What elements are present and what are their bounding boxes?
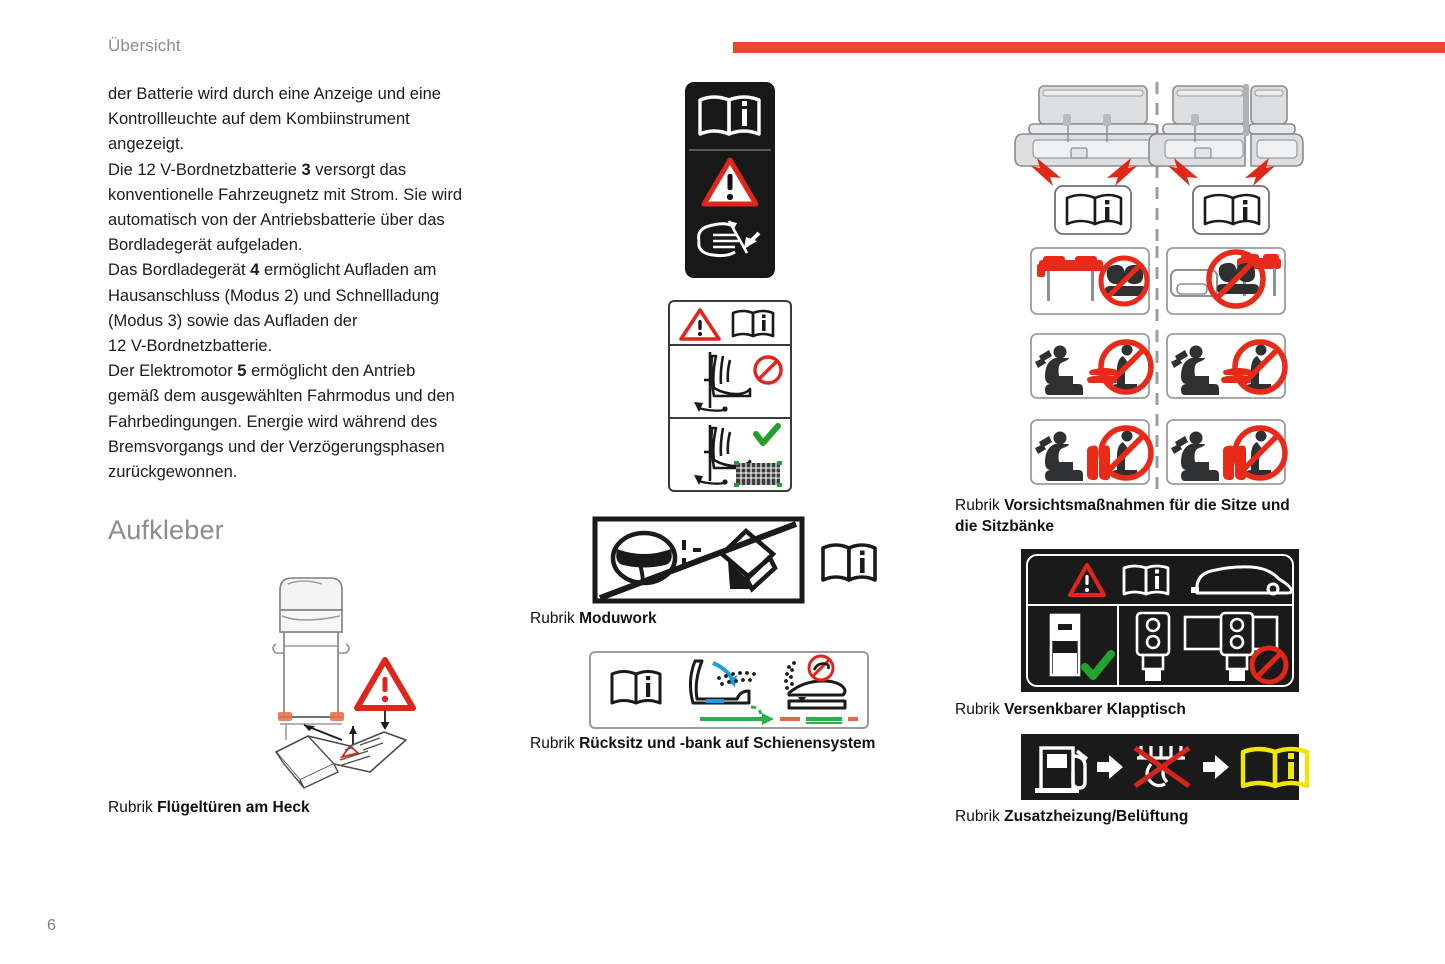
caption-prefix: Rubrik: [955, 808, 1005, 825]
seat-precautions-grid: [955, 246, 1355, 491]
body-line-11: 12 V-Bordnetzbatterie.: [108, 337, 273, 356]
body-line-15: Bremsvorgangs und der Verzögerungsphasen: [108, 437, 445, 456]
caption-prefix: Rubrik: [955, 497, 1005, 514]
seat-no-booster-right: [1167, 334, 1285, 398]
seat-no-cushion-left: [1031, 420, 1151, 484]
caption-bold-line-2: die Sitzbänke: [955, 518, 1055, 535]
ref-number-4: 4: [250, 261, 260, 280]
body-line-13: gemäß dem ausgewählten Fahrmodus und den: [108, 387, 455, 406]
page-title: Aufkleber: [108, 515, 224, 546]
body-line-12a: Der Elektromotor: [108, 362, 238, 381]
figure-caption-wing-doors: [108, 797, 498, 818]
right-column: [955, 82, 1355, 827]
body-line-10: (Modus 3) sowie das Aufladen der: [108, 311, 358, 330]
caption-prefix: Rubrik: [530, 610, 580, 627]
body-line-5: konventionelle Fahrzeugnetz mit Strom. Sie wird: [108, 185, 462, 204]
book-info-icon-right: [1193, 186, 1269, 234]
body-line-4c: versorgt das: [310, 160, 407, 179]
body-line-8a: Das Bordladegerät: [108, 261, 251, 280]
caption-bold: Zusatzheizung/Belüftung: [1004, 808, 1189, 825]
body-line-1: der Batterie wird durch eine Anzeige und eine: [108, 85, 441, 103]
seat-no-booster-left: [1031, 334, 1151, 398]
seat-bench-label-figure: [955, 82, 1355, 242]
auxiliary-heating-ventilation-sticker: [955, 734, 1355, 802]
caption-bold-line-1: Vorsichtsmaßnahmen für die Sitze und: [1004, 497, 1290, 514]
rear-seat-rail-system-sticker: [530, 649, 930, 731]
page-number: 6: [47, 917, 56, 934]
aux-heating-sticker-wrap: [955, 734, 1355, 802]
body-line-7: Bordladegerät aufgeladen.: [108, 236, 303, 255]
body-line-8c: ermöglicht Aufladen am: [259, 261, 437, 280]
bench-no-childseat-left: [1031, 248, 1149, 314]
moduwork-steering-wheel-sticker: [530, 514, 930, 606]
book-info-icon-left: [1055, 186, 1131, 234]
left-column: [108, 82, 498, 818]
black-vertical-sticker-wrap: [530, 82, 930, 278]
moduwork-seat-sticker-wrap: [530, 300, 930, 492]
black-vertical-warning-sticker: [685, 82, 775, 278]
bench-seat-left: [1015, 86, 1171, 166]
body-line-2: Kontrollleuchte auf dem Kombiinstrument: [108, 110, 410, 129]
page-section-title: Übersicht: [108, 36, 181, 55]
body-line-16: zurückgewonnen.: [108, 463, 238, 482]
body-line-3: angezeigt.: [108, 135, 185, 154]
figure-caption-seat-precautions: [955, 495, 1355, 537]
seat-no-cushion-right: [1167, 420, 1285, 484]
caption-prefix: Rubrik: [530, 735, 580, 752]
rear-seat-rail-sticker-wrap: [530, 649, 930, 731]
bench-seat-right: [1149, 84, 1303, 166]
body-copy: [108, 82, 493, 485]
book-info-icon: [823, 545, 875, 580]
folding-table-sticker-wrap: [955, 549, 1355, 695]
caption-bold: Rücksitz und -bank auf Schienensystem: [579, 735, 876, 752]
header-rule: [733, 42, 1445, 53]
moduwork-seat-position-sticker: [668, 300, 792, 492]
warning-triangle-icon: [357, 660, 413, 708]
grid-mat-icon: [734, 461, 782, 487]
caption-bold: Flügeltüren am Heck: [157, 799, 310, 817]
caption-bold: Moduwork: [579, 610, 657, 627]
moduwork-steering-sticker-wrap: [530, 514, 930, 606]
figure-caption-rail-system: [530, 733, 930, 754]
middle-column: [530, 82, 930, 754]
seat-bench-label-locations: [955, 82, 1355, 242]
ref-number-3: 3: [301, 160, 311, 179]
caption-bold: Versenkbarer Klapptisch: [1004, 701, 1186, 718]
rear-wing-doors-illustration: [108, 560, 498, 795]
seat-precautions-pictogram-grid: [955, 246, 1355, 491]
body-line-14: Fahrbedingungen. Energie wird während des: [108, 412, 438, 431]
hinge-marker-right: [330, 712, 344, 721]
figure-caption-folding-table: [955, 699, 1355, 720]
rear-wing-doors-figure: [108, 560, 498, 795]
retractable-folding-table-sticker: [955, 549, 1355, 695]
book-info-icon: [612, 672, 660, 704]
ref-number-5: 5: [237, 362, 247, 381]
body-line-12c: ermöglicht den Antrieb: [246, 362, 416, 381]
body-line-6: automatisch von der Antriebsbatterie über das: [108, 211, 445, 230]
figure-caption-moduwork: [530, 608, 930, 629]
caption-prefix: Rubrik: [108, 799, 158, 817]
body-line-4a: Die 12 V-Bordnetzbatterie: [108, 160, 302, 179]
hinge-marker-left: [278, 712, 292, 721]
figure-caption-aux-heating: [955, 806, 1355, 827]
bench-no-childseat-right: [1167, 248, 1285, 314]
body-line-9: Hausanschluss (Modus 2) und Schnellladung: [108, 286, 440, 305]
caption-prefix: Rubrik: [955, 701, 1005, 718]
